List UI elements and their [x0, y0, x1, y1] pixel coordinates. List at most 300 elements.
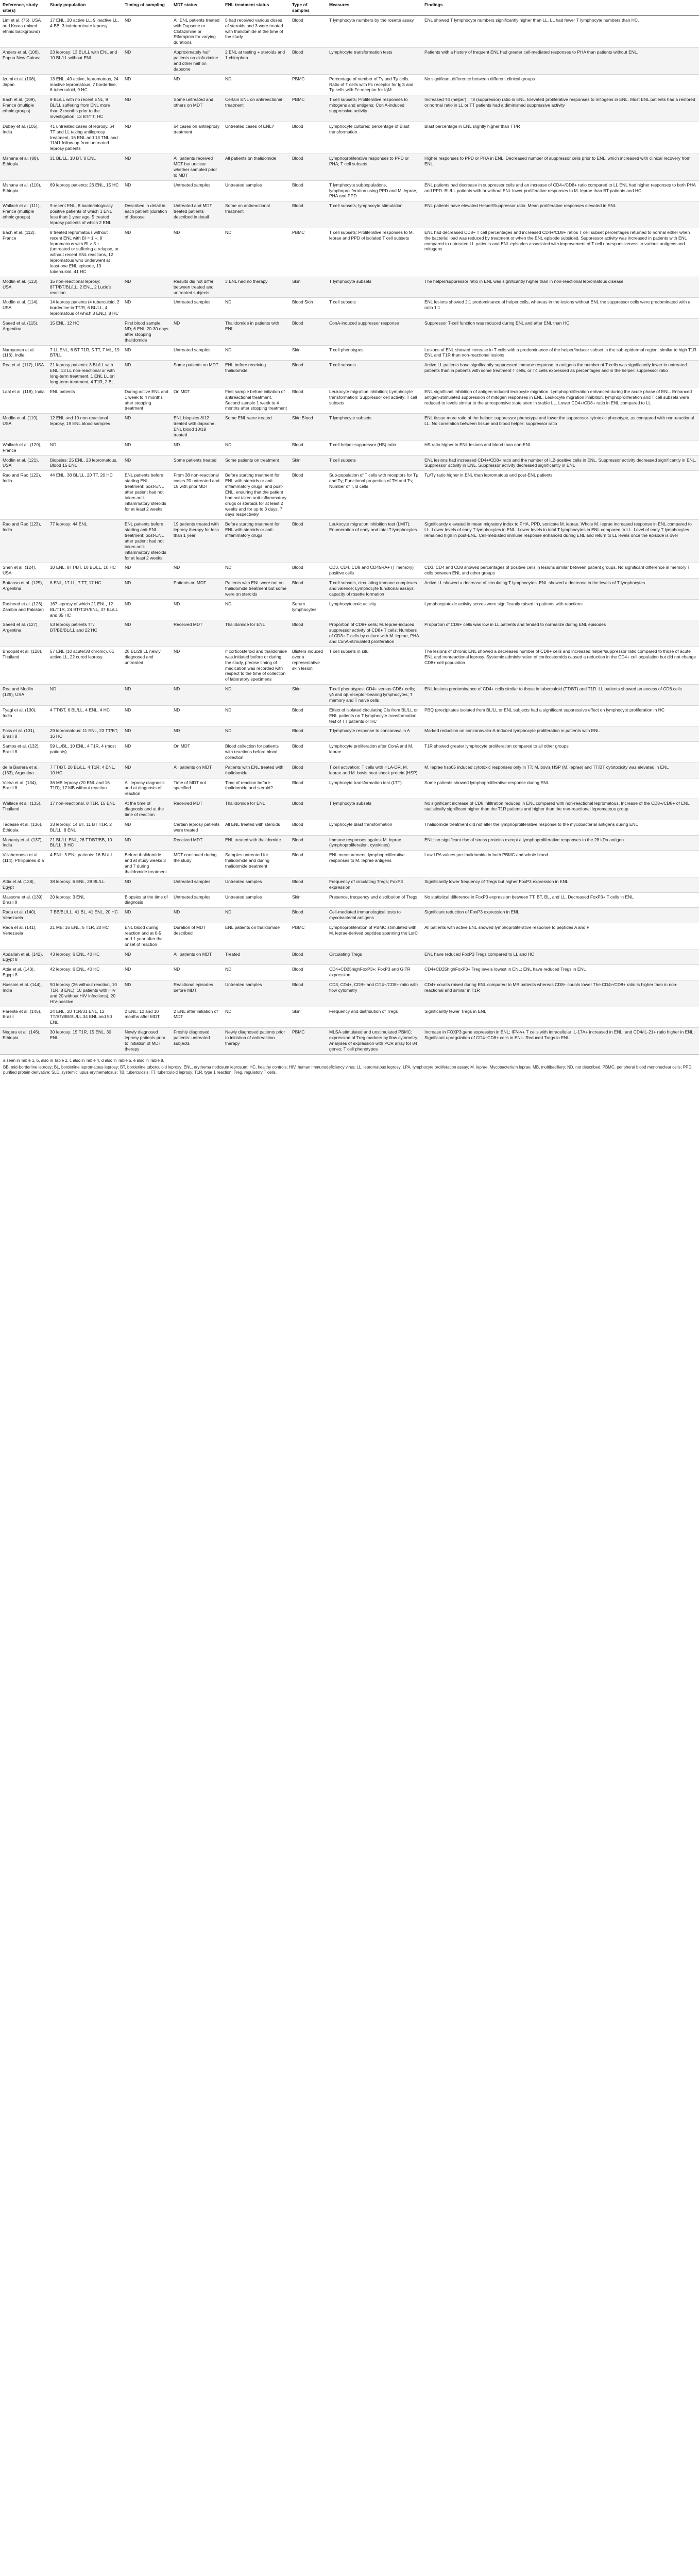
cell-population: ND [47, 440, 122, 455]
cell-mdt-status: On MDT [171, 387, 223, 414]
cell-mdt-status: All patients received MDT but unclear whether sampled prior to MDT [171, 154, 223, 181]
cell-reference: Bach et al. (112), France [0, 228, 47, 277]
cell-measures: Circulating Tregs [327, 950, 422, 965]
cell-findings: Blast percentage in ENL slightly higher than TT/R [422, 122, 699, 154]
cell-reference: Rasheed et al. (126), Zambia and Pakistan [0, 599, 47, 620]
cell-enl-treatment: Thalidomide in patients with ENL [223, 319, 289, 346]
table-row [0, 201, 699, 228]
table-row [0, 965, 699, 980]
cell-findings: No significant difference between different clinical groups [422, 74, 699, 95]
cell-reference: Dubey et al. (105), India [0, 122, 47, 154]
cell-sample-type: Skin [289, 892, 327, 908]
table-row [0, 48, 699, 75]
table-row [0, 620, 699, 647]
cell-population: ENL patients [47, 387, 122, 414]
cell-sample-type: PBMC [289, 95, 327, 122]
cell-mdt-status: Duration of MDT described [171, 923, 223, 950]
cell-reference: Saeed et al. (115), Argentina [0, 319, 47, 346]
table-header [0, 0, 699, 15]
cell-findings: CD3, CD4 and CD8 showed percentages of positive cells in lesions similar between patient groups. No significant difference in memory T cells between ENL and other groups [422, 563, 699, 579]
cell-mdt-status: MDT continued during the study [171, 851, 223, 877]
cell-mdt-status: Some patients treated [171, 455, 223, 471]
cell-timing: ND [122, 835, 171, 851]
cell-mdt-status: ND [171, 563, 223, 579]
cell-findings: Patients with a history of frequent ENL had greater cell-mediated responses to PHA than patients without ENL. [422, 48, 699, 75]
cell-reference: Tyagi et al. (130), India [0, 705, 47, 726]
cell-enl-treatment: Samples untreated for thalidomide and during thalidomide treatment [223, 851, 289, 877]
cell-mdt-status: All patients on MDT [171, 762, 223, 778]
cell-population: 4 ENL: 5 ENL patients: 16 BL/LL [47, 851, 122, 877]
footnote-abbreviations: BB, mid-borderline leprosy; BL, borderline lepromatous leprosy; BT, borderline tuberculoid leprosy; ENL, erythema nodosum leprosum; HC, healthy controls; HIV, human immunodeficiency virus; LL, lepromatous leprosy; LPA, lymphocyte proliferation assay; M. leprae, Mycobacterium leprae; MB, multibacillary; ND, not described; PBMC, peripheral blood mononuclear cells; PPD, purified protein derivative; SLE, systemic lupus erythematosus; TB, tuberculosis; TT, tuberculoid leprosy; T1R, type 1 reaction; Treg, regulatory T cells. [3, 1065, 693, 1075]
header-sample-type: Type of samples [289, 0, 327, 15]
cell-measures: Lymphoproliferation of PBMC stimulated with M. leprae-derived peptides spanning the LsrC [327, 923, 422, 950]
cell-timing: ND [122, 726, 171, 742]
cell-population: 15 ENL, 12 HC [47, 319, 122, 346]
cell-mdt-status: ND [171, 647, 223, 684]
cell-mdt-status: Received MDT [171, 835, 223, 851]
table-row [0, 319, 699, 346]
cell-enl-treatment: All ENL treated with steroids [223, 820, 289, 835]
cell-findings: ENL have reduced FoxP3 Tregs compared to LL and HC [422, 950, 699, 965]
cell-sample-type: Blood [289, 154, 327, 181]
cell-enl-treatment: Certain ENL on antireactional treatment [223, 95, 289, 122]
cell-sample-type: Blood [289, 778, 327, 799]
cell-timing: 2 ENL: 12 and 10 months after MDT [122, 1007, 171, 1028]
cell-timing: All leprosy diagnosis and at diagnosis of reaction [122, 778, 171, 799]
cell-population: 9 BL/LL with no recent ENL, 9 BL/LL suffering from ENL more than 2 months prior to the investigation, 13 BT/TT, HC [47, 95, 122, 122]
cell-sample-type: Blood [289, 620, 327, 647]
cell-reference: Vieira et al. (134), Brazil 8 [0, 778, 47, 799]
cell-mdt-status: All patients on MDT [171, 950, 223, 965]
cell-measures: T cell subsets [327, 361, 422, 387]
cell-sample-type: Blood [289, 726, 327, 742]
cell-population: 29 lepromatous: 11 ENL, 23 TT/BT, 16 HC [47, 726, 122, 742]
cell-findings: Proportion of CD8+ cells was low in LL patients and tended to normalize during ENL episodes [422, 620, 699, 647]
cell-reference: Bhoopat et al. (128), Thailand [0, 647, 47, 684]
cell-reference: Rea and Modlin (129), USA [0, 685, 47, 706]
cell-mdt-status: Approximately half patients on clofazimine and other half on dapsone [171, 48, 223, 75]
cell-timing: ND [122, 685, 171, 706]
cell-population: 17 ENL, 20 active LL, 9 inactive LL, 4 BB, 3 indeterminate leprosy [47, 15, 122, 47]
cell-mdt-status: ND [171, 965, 223, 980]
table-row [0, 1007, 699, 1028]
cell-enl-treatment: Thalidomide for ENL [223, 799, 289, 820]
cell-timing: ND [122, 563, 171, 579]
cell-mdt-status: ENL biopsies 8/12 treated with dapsone. ENL blood 10/19 treated [171, 414, 223, 440]
cell-population: 57 ENL (10 acute/38 chronic), 61 active LL, 22 cured leprosy [47, 647, 122, 684]
cell-measures: ConA-induced suppressor response [327, 319, 422, 346]
cell-measures: Percentage of number of Tγ and Tμ cells. Ratio of T cells with Fc receptor for IgG and Tμ cells with Fc receptor for IgM [327, 74, 422, 95]
cell-enl-treatment: ND [223, 74, 289, 95]
cell-timing: ND [122, 414, 171, 440]
cell-reference: Tadesse et al. (136), Ethiopia [0, 820, 47, 835]
cell-enl-treatment: Untreated samples [223, 180, 289, 201]
header-measures: Measures [327, 0, 422, 15]
cell-timing: ND [122, 877, 171, 892]
cell-findings: T1R showed greater lymphocyte proliferation compared to all other groups [422, 742, 699, 763]
cell-reference: Wallace et al. (135), Thailand [0, 799, 47, 820]
cell-sample-type: Blood [289, 980, 327, 1007]
cell-timing: During active ENL and 1 week to 4 months after stopping treatment [122, 387, 171, 414]
cell-measures: Frequency and distribution of Tregs [327, 1007, 422, 1028]
cell-reference: Modlin et al. (121), USA [0, 455, 47, 471]
cell-timing: ND [122, 965, 171, 980]
cell-population: 33 leprosy: 14 BT, 11 BT T1R, 2 BL/LL, 8 ENL [47, 820, 122, 835]
cell-reference: Mshana et al. (110), Ethiopia [0, 180, 47, 201]
cell-findings: ENL patients had decrease in suppressor cells and an increase of CD4+/CD8+ ratio compared to LL ENL had higher responses to both PHA and PPD. BL/LL patients with or without ENL lower proliferative responses to M. leprae than BT patients and HC [422, 180, 699, 201]
table-row [0, 180, 699, 201]
cell-mdt-status: ND [171, 599, 223, 620]
cell-reference: Rao and Rao (123), India [0, 520, 47, 563]
cell-reference: Laal et al. (118), India [0, 387, 47, 414]
cell-timing: Described in detail in each patient (duration of disease [122, 201, 171, 228]
cell-mdt-status: Time of MDT not specified [171, 778, 223, 799]
table-row [0, 1028, 699, 1055]
table-row [0, 762, 699, 778]
cell-population: 21 leprosy patients: 3 BL/LL with ENL; 13 LL non-reactional or with long-term treatment, 1 ENL LL on long-term treatment, 4 T1R, 2 BL [47, 361, 122, 387]
cell-reference: Foss et al. (131), Brazil 8 [0, 726, 47, 742]
table-row [0, 726, 699, 742]
cell-population: 50 leprosy (26 without reaction, 10 T1R, 8 ENL), 10 patients with HIV and 20 without HIV infections), 20 HIV-positive [47, 980, 122, 1007]
header-study-population: Study population [47, 0, 122, 15]
cell-population: 4 TT/BT, 6 BL/LL, 4 ENL, 4 HC [47, 705, 122, 726]
cell-population: 53 leprosy patients TT/ BT/BB/BL/LL and 22 HC [47, 620, 122, 647]
cell-mdt-status: Received MDT [171, 620, 223, 647]
cell-measures: Sub-population of T cells with receptors for Tμ and Tγ; Functional properties of TH and Ts; Number of T, B cells [327, 471, 422, 520]
table-row [0, 579, 699, 600]
cell-population: 24 ENL, 20 T1R/31 ENL, 12 TT/BT/BB/BL/LL 34 ENL and 50 ENL [47, 1007, 122, 1028]
cell-measures: MLSA-stimulated and unstimulated PBMC; expression of Treg markers by flow cytometry; Analyses of expression with PCR array for 84 genes; T cell phenotypes [327, 1028, 422, 1055]
cell-enl-treatment: If corticosteroid and thalidomide was initiated before or during the study, precise timing of medication was recorded with respect to the time of collection of laboratory specimens [223, 647, 289, 684]
cell-enl-treatment: First sample before initiation of antireactional treatment. Second sample 1 week to 4 months after stopping treatment [223, 387, 289, 414]
cell-enl-treatment: ND [223, 908, 289, 923]
cell-mdt-status: Freshly diagnosed patients: untreated subjects [171, 1028, 223, 1055]
table-row [0, 387, 699, 414]
cell-measures: T lymphocyte subsets [327, 799, 422, 820]
cell-sample-type: Blood [289, 851, 327, 877]
cell-sample-type: Blood [289, 762, 327, 778]
cell-population: 38 leprosy: 6 ENL, 28 BL/LL [47, 877, 122, 892]
cell-findings: ENL lesions showed 2:1 predominance of helper cells, whereas in the lesions without ENL the suppressor cells were predominated with a ratio 1:1 [422, 298, 699, 319]
cell-findings: Some patients showed lymphoproliferative response during ENL [422, 778, 699, 799]
cell-findings: Increase in FOXP3 gene expression in ENL; IFN-γ+ T cells with intracellular IL-17A+ increased in ENL; and CD4/IL-21+ ratio higher in ENL; Significant upregulation of CD4+CD8+ cells in ENL. Reduced Tregs in ENL [422, 1028, 699, 1055]
cell-timing: At the time of diagnosis and at the time of reaction [122, 799, 171, 820]
literature-table-page [0, 0, 699, 1079]
cell-measures: Proportion of CD8+ cells; M. leprae-induced suppressor activity of CD8+ T cells; Numbers of CD3+ T cells by culture with M. leprae, PHA and ConA-stimulated proliferation [327, 620, 422, 647]
table-row [0, 455, 699, 471]
cell-measures: T cell subsets; lymphocyte stimulation [327, 201, 422, 228]
cell-findings: M. leprae hsp65 induced cytotoxic responses only in TT; M. bovis HSP (M. leprae) and TT/BT cytotoxicity was elevated in ENL [422, 762, 699, 778]
cell-enl-treatment: Before starting treatment for ENL with steroids or anti-inflammatory drugs [223, 520, 289, 563]
cell-findings: CD4+ counts raised during ENL compared to MB patients whereas CD8+ counts lower The CD4+/CD8+ ratio is higher than in non-reactional and similar in T1R [422, 980, 699, 1007]
cell-population: 17 non-reactional, 8 T1R, 15 ENL [47, 799, 122, 820]
cell-measures: Leukocyte migration inhibition; Lymphocyte transformation; Suppressor cell activity; T cell subsets [327, 387, 422, 414]
cell-sample-type: Blood [289, 471, 327, 520]
cell-enl-treatment: ND [223, 599, 289, 620]
cell-mdt-status: Patients on MDT [171, 579, 223, 600]
cell-mdt-status: ND [171, 908, 223, 923]
cell-enl-treatment: ND [223, 298, 289, 319]
cell-measures: Lymphocytotoxic activity [327, 599, 422, 620]
header-reference: Reference, study site(s) [0, 0, 47, 15]
cell-reference: Negera et al. (146), Ethiopia [0, 1028, 47, 1055]
cell-enl-treatment: ND [223, 440, 289, 455]
table-row [0, 923, 699, 950]
cell-measures: T cell subsets; Proliferative responses to M. leprae and PPD of isolated T cell subsets [327, 228, 422, 277]
cell-population: 31 BL/LL, 10 BT, 8 ENL [47, 154, 122, 181]
cell-findings: Significantly elevated in mean migratory index to PHA, PPD, sonicate M. leprae. Whole M. leprae increased response in ENL compared to LL. Lower levels of early T lymphocytes in ENL. Lower levels in total T lymphocytes in ENL compared to LL. Level of early T lymphocytes remained high in post-ENL. Cell-mediated immune response enhanced during ENL and return to LL levels once the episode is over [422, 520, 699, 563]
cell-findings: Tμ/Tγ ratio higher in ENL than lepromatous and post-ENL patients [422, 471, 699, 520]
cell-mdt-status: Untreated samples [171, 345, 223, 361]
cell-sample-type: Blood [289, 799, 327, 820]
cell-findings: ENL showed T lymphocyte numbers significantly higher than LL. LL had fewer T lymphocyte numbers than HC. [422, 15, 699, 47]
cell-population: 23 leprosy: 13 BL/LL with ENL and 10 BL/LL without ENL [47, 48, 122, 75]
cell-measures: Lymphocyte blast transformation [327, 820, 422, 835]
cell-enl-treatment: ND [223, 685, 289, 706]
cell-mdt-status: 64 cases on antileprosy treatment [171, 122, 223, 154]
cell-measures: Leukocyte migration inhibition test (LMIT); Enumeration of early and total T lymphocytes [327, 520, 422, 563]
cell-enl-treatment: 2 ENL at testing + steroids and 1 chlorphen [223, 48, 289, 75]
cell-reference: Rea et al. (117), USA [0, 361, 47, 387]
cell-measures: T lymphocyte subpopulations, lymphoproliferation using PPD and M. leprae, PHA and PPD [327, 180, 422, 201]
table-row [0, 799, 699, 820]
cell-reference: Izumi et al. (108), Japan [0, 74, 47, 95]
cell-measures: T lymphocyte numbers by the rosette assay [327, 15, 422, 47]
cell-reference: Modlin et al. (114), USA [0, 298, 47, 319]
cell-population: 10 ENL, 8TT/BT, 10 BL/LL, 10 HC [47, 563, 122, 579]
cell-enl-treatment: ENL patients on thalidomide [223, 923, 289, 950]
cell-measures: Immune responses against M. leprae (lymphoproliferation, cytokines) [327, 835, 422, 851]
cell-mdt-status: Untreated samples [171, 180, 223, 201]
cell-timing: ND [122, 620, 171, 647]
cell-sample-type: Serum lymphocytes [289, 599, 327, 620]
cell-timing: ND [122, 455, 171, 471]
cell-timing: 28 BL/28 LL newly diagnosed and untreated [122, 647, 171, 684]
cell-mdt-status: Some untreated and others on MDT [171, 95, 223, 122]
cell-findings: Active LL patients have significantly suppressed immune response to antigens the number of T cells was significantly lower in untreated patients than in patients with some treatment T cells, or T4 cells expressed as percentages and in the helper: suppressor ratio [422, 361, 699, 387]
cell-enl-treatment: Some ENL were treated [223, 414, 289, 440]
cell-mdt-status: Received MDT [171, 799, 223, 820]
cell-reference: Massone et al. (139), Brazil 8 [0, 892, 47, 908]
cell-mdt-status: Results did not differ between treated and untreated subjects [171, 277, 223, 298]
cell-timing: ENL patients before starting anti-ENL treatment; post-ENL after patient had not taken anti-inflammatory steroids for at least 2 weeks [122, 520, 171, 563]
cell-sample-type: Blood [289, 319, 327, 346]
cell-findings: HS ratio higher in ENL lesions and blood than non-ENL [422, 440, 699, 455]
cell-enl-treatment: Treated [223, 950, 289, 965]
table-row [0, 685, 699, 706]
cell-findings: The lesions of chronic ENL showed a decreased number of CD8+ cells and increased helper/suppressor ratio compared to those of acute ENL and nonreactional leprosy. Systemic administration of corticosteroids caused a reduction in the CD4+ cell population but did not change CD8+ cell population [422, 647, 699, 684]
cell-findings: Marked reduction on concanavalin-A-induced lymphocyte proliferation in patients with ENL [422, 726, 699, 742]
cell-enl-treatment: Some patients on treatment [223, 455, 289, 471]
cell-population: 20 leprosy: 3 ENL [47, 892, 122, 908]
table-row [0, 778, 699, 799]
cell-enl-treatment: ENL treated with thalidomide [223, 835, 289, 851]
cell-reference: Narayanan et al. (116), India [0, 345, 47, 361]
cell-mdt-status: Untreated and MDT treated patients described in detail [171, 201, 223, 228]
cell-findings: Significantly lower frequency of Tregs but higher FoxP3 expression in ENL [422, 877, 699, 892]
cell-findings: Low LPA values pre-thalidomide in both PBMC and whole blood [422, 851, 699, 877]
cell-mdt-status: From 38 non-reactional cases 20 untreated and 18 with prior MDT [171, 471, 223, 520]
cell-mdt-status: ND [171, 440, 223, 455]
cell-population: 77 leprosy: 44 ENL [47, 520, 122, 563]
cell-reference: Modlin et al. (113), USA [0, 277, 47, 298]
cell-enl-treatment: Patients with ENL were not on thalidomide treatment but some were on steroids [223, 579, 289, 600]
cell-findings: Higher responses to PPD or PHA in ENL. Decreased number of suppressor cells prior to ENL, which increased with clinical recovery from ENL [422, 154, 699, 181]
cell-reference: Modlin et al. (119), USA [0, 414, 47, 440]
table-row [0, 820, 699, 835]
cell-mdt-status: Certain leprosy patients were treated [171, 820, 223, 835]
cell-timing: ND [122, 361, 171, 387]
table-row [0, 742, 699, 763]
cell-mdt-status: ND [171, 726, 223, 742]
cell-reference: Rada et al. (140), Venezuela [0, 908, 47, 923]
cell-measures: T cell subsets [327, 455, 422, 471]
cell-timing: ND [122, 154, 171, 181]
table-row [0, 520, 699, 563]
cell-findings: ENL patients have elevated Helper/Suppressor ratio. Mean proliferative responses elevated in ENL [422, 201, 699, 228]
table-row [0, 277, 699, 298]
table-row [0, 440, 699, 455]
cell-enl-treatment: 5 had received various doses of steroids and 3 were treated with thalidomide at the time of the study [223, 15, 289, 47]
cell-sample-type: Blood [289, 563, 327, 579]
cell-timing: ND [122, 579, 171, 600]
table-row [0, 835, 699, 851]
cell-findings: ENL significant inhibition of antigen-induced leukocyte migration. Lymphoproliferation enhanced during the acute phase of ENL. Enhanced antigen-stimulated suppression of mitogen responses in ENL. Leukocyte migration inhibition, lymphoproliferation and T cell subsets were reduced to levels similar to the unresponsive state seen in stable LL. Lower CD4+/CD8+ ratio in ENL compared to LL [422, 387, 699, 414]
cell-population: 8 treated lepromatous without recent ENL with BI = 1 +, 8 lepromatous with BI > 3 + (untreated or suffering a relapse, or without recent ENL reactions, 12 lepromatous who underwent at least one ENL episode, 13 tuberculoid, 41 HC [47, 228, 122, 277]
cell-reference: Wallach et al. (111), France (multiple ethnic groups) [0, 201, 47, 228]
cell-timing: First blood sample, ND; 6 ENL 20-30 days after stopping thalidomide [122, 319, 171, 346]
cell-timing: ND [122, 345, 171, 361]
cell-sample-type: Blood [289, 877, 327, 892]
cell-enl-treatment: ND [223, 726, 289, 742]
cell-findings: All patients with active ENL showed lymphoproliferative response to peptides A and F [422, 923, 699, 950]
cell-reference: Attia et al. (138), Egypt [0, 877, 47, 892]
table-row [0, 122, 699, 154]
cell-measures: T lymphocyte subsets [327, 414, 422, 440]
cell-timing: ND [122, 599, 171, 620]
table-row [0, 154, 699, 181]
cell-measures: T cell subsets; Proliferative responses to mitogens and antigens; Con A-induced suppressive activity [327, 95, 422, 122]
cell-timing: ND [122, 95, 171, 122]
cell-reference: Bach et al. (109), France (multiple ethnic groups) [0, 95, 47, 122]
cell-findings: Lymphocytotoxic activity scores were significantly raised in patients with reactions [422, 599, 699, 620]
table-row [0, 950, 699, 965]
cell-sample-type: PBMC [289, 228, 327, 277]
cell-mdt-status: 2 ENL after initiation of MDT [171, 1007, 223, 1028]
cell-population: 12 ENL and 10 non-reactional leprosy, 19 ENL blood samples [47, 414, 122, 440]
cell-measures: T cell subsets [327, 298, 422, 319]
cell-timing: ENL blood during reaction and at 0-5 and 1 year after the onset of reaction [122, 923, 171, 950]
cell-findings: ENL lesions predominance of CD4+ cells similar to those in tuberculoid (TT/BT) and T1R. LL patients showed an excess of CD8 cells [422, 685, 699, 706]
cell-measures: T cell subsets, circulating immune complexes and valence; Lymphocyte functional assays: capacity of rosette formation [327, 579, 422, 600]
cell-enl-treatment: Some on antireactional treatment [223, 201, 289, 228]
cell-population: 14 leprosy patients (4 tuberculoid, 2 borderline in TT/R, 6 BL/LL, 4 lepromatous of which 3 ENL), 8 HC [47, 298, 122, 319]
cell-reference: Villahermosa et al. (114), Philippines & a [0, 851, 47, 877]
cell-enl-treatment: Time of reaction before thalidomide and steroid? [223, 778, 289, 799]
cell-sample-type: Blood [289, 965, 327, 980]
cell-findings: PBQ (precipitates isolated from BL/LL or ENL subjects had a significant suppressive effect on lymphocyte proliferation in HC [422, 705, 699, 726]
table-footnotes [0, 1055, 699, 1079]
header-timing: Timing of sampling [122, 0, 171, 15]
cell-findings: CD4+CD25highFoxP3+ Treg levels lowest in ENL; ENL have reduced Tregs in ENL [422, 965, 699, 980]
cell-measures: Lymphocyte proliferation after ConA and M. leprae [327, 742, 422, 763]
cell-mdt-status: ND [171, 74, 223, 95]
cell-population: 41 untreated cases of leprosy, 64 TT and LL taking antileprosy treatment, 16 ENL and 13 TNL and 11/41 follow-up from untreated leprosy patients [47, 122, 122, 154]
table-row [0, 980, 699, 1007]
cell-findings: ENL had decreased CD8+ T cell percentages and increased CD4+/CD8+ ratios T cell subset percentages returned to normal either when the bacterial load was reduced by treatment or when the ENL episode subsided. Suppressor activity was increased in patients with ENL compared to untreated LL patients and ENL episodes associated with improvement of T cell unresponsiveness to various antigens and mitogens [422, 228, 699, 277]
cell-population: 21 BL/LL ENL, 26 TT/BT/BB, 10 BL/LL, 8 HC [47, 835, 122, 851]
cell-timing: ND [122, 298, 171, 319]
header-enl-treatment: ENL treatment status [223, 0, 289, 15]
cell-timing: ND [122, 820, 171, 835]
cell-mdt-status: ND [171, 228, 223, 277]
cell-timing: ND [122, 440, 171, 455]
cell-mdt-status: Some patients on MDT [171, 361, 223, 387]
cell-enl-treatment: ND [223, 563, 289, 579]
header-findings: Findings [422, 0, 699, 15]
cell-mdt-status: Untreated samples [171, 892, 223, 908]
cell-timing: ND [122, 908, 171, 923]
header-mdt-status: MDT status [171, 0, 223, 15]
cell-mdt-status: 19 patients treated with leprosy therapy for less than 1 year [171, 520, 223, 563]
cell-sample-type: Blood Skin [289, 298, 327, 319]
cell-population: 167 leprosy of which 21 ENL, 12 BL/T1R, 24 BT/T1R/ENL, 37 BL/LL and 85 HC [47, 599, 122, 620]
cell-timing: ND [122, 950, 171, 965]
cell-sample-type: Skin Blood [289, 414, 327, 440]
cell-sample-type: Skin [289, 455, 327, 471]
cell-timing: ND [122, 180, 171, 201]
cell-enl-treatment: ND [223, 965, 289, 980]
cell-measures: T lymphocyte subsets [327, 277, 422, 298]
cell-sample-type: Skin [289, 345, 327, 361]
cell-measures: ENL measurement; lymphoproliferative responses to M. leprae antigens [327, 851, 422, 877]
cell-reference: Saeed et al. (127), Argentina [0, 620, 47, 647]
cell-enl-treatment: ND [223, 345, 289, 361]
cell-reference: Mohanty et al. (137), India [0, 835, 47, 851]
cell-reference: Attia et al. (143), Egypt 8 [0, 965, 47, 980]
cell-mdt-status: ND [171, 705, 223, 726]
cell-mdt-status: All ENL patients treated with Dapsone or Clofazimine or Rifampicin for varying durations [171, 15, 223, 47]
cell-enl-treatment: ND [223, 705, 289, 726]
cell-sample-type: PBMC [289, 74, 327, 95]
cell-measures: Effect of isolated circulating CIs from BL/LL or ENL patients on T lymphocyte transformation test of TT patients or HC [327, 705, 422, 726]
cell-timing: Biopsies at the time of diagnosis [122, 892, 171, 908]
cell-measures: CD3, CD4, CD8 and CD45RA+ (T memory) positive cells [327, 563, 422, 579]
cell-timing: ND [122, 48, 171, 75]
cell-enl-treatment: ND [223, 1007, 289, 1028]
cell-enl-treatment: ND [223, 228, 289, 277]
cell-enl-treatment: 3 ENL had no therapy [223, 277, 289, 298]
cell-population: ND [47, 685, 122, 706]
cell-sample-type: Blood [289, 387, 327, 414]
cell-population: 15 non-reactional leprosy: 8TT/BT/BL/LL, 2 ENL, 2 Lucio's reaction [47, 277, 122, 298]
cell-enl-treatment: Before starting treatment for ENL with steroids or anti-inflammatory drugs, and post-ENL, ensuring that the patient had not taken anti-inflammatory drugs or steroids for at least 2 weeks and for up to 3 days, 7 days respectively [223, 471, 289, 520]
cell-findings: Significantly fewer Tregs in ENL [422, 1007, 699, 1028]
cell-enl-treatment: Untreated cases of ENL? [223, 122, 289, 154]
cell-reference: Mshana et al. (88), Ethiopia [0, 154, 47, 181]
cell-timing: ND [122, 277, 171, 298]
cell-findings: ENL lesions had increased CD4+/CD8+ ratio and the number of IL2-positive cells in ENL. Suppressor activity decreased significantly in ENL. Suppressor activity in ENL. Suppressor activity decreased significantly in ENL [422, 455, 699, 471]
cell-population: 69 leprosy patients: 26 ENL, 15 HC [47, 180, 122, 201]
table-row [0, 414, 699, 440]
table-row [0, 15, 699, 47]
cell-reference: Rao and Rao (122), India [0, 471, 47, 520]
cell-timing: ND [122, 762, 171, 778]
cell-sample-type: PBMC [289, 923, 327, 950]
cell-mdt-status: Reactional episodes before MDT [171, 980, 223, 1007]
cell-reference: Lim et al. (75), USA and Korea (mixed ethnic background) [0, 15, 47, 47]
table-row [0, 705, 699, 726]
